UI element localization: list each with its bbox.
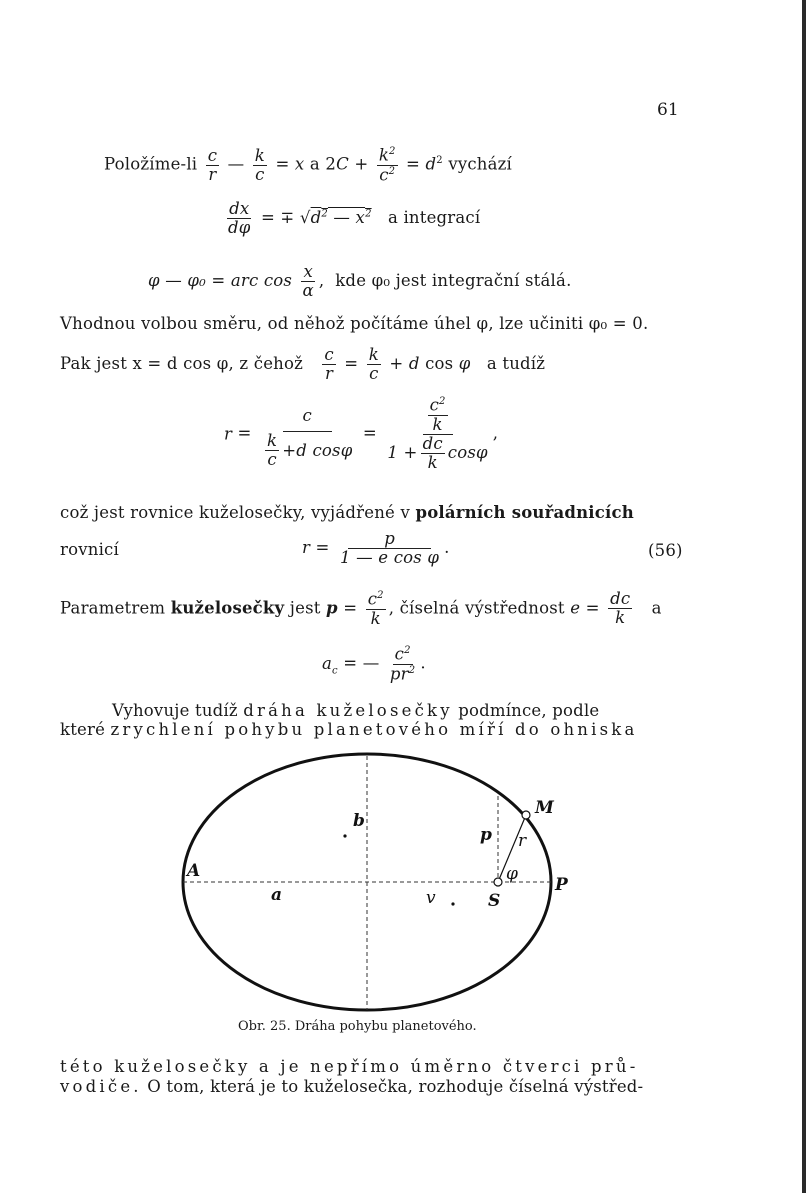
line-6-text: což jest rovnice kuželosečky, vyjádřené v: [60, 503, 410, 522]
label-b: b: [353, 811, 365, 831]
vodice-text: vodiče.: [60, 1077, 142, 1096]
label-r: r: [518, 831, 527, 851]
fraction-c2-pr2: $\frac{c^2}{pr^2}$: [389, 644, 416, 684]
label-v: v: [426, 888, 436, 908]
orbit-figure: [170, 748, 590, 1018]
vyhovuje-text: Vyhovuje tudíž: [112, 701, 238, 720]
label-P: P: [555, 875, 568, 895]
paragraph-line-1: [112, 701, 599, 720]
jest-word: jest: [289, 598, 321, 618]
label-p: p: [480, 825, 492, 845]
line-3: φ — φ₀ = arc cos $\frac{x}{\alpha}$ , kde φ₀ jest integrační stálá.: [148, 262, 572, 301]
fraction-dc-k: $\frac{dc}{k}$: [610, 589, 631, 628]
final-text: O tom, která je to kuželosečka, rozhoduje číselná výstřed-: [147, 1077, 644, 1096]
vychazi-word: vychází: [448, 154, 513, 174]
eccentricity-text: číselná výstřednost: [399, 598, 565, 618]
line-5-end: a tudíž: [486, 354, 546, 374]
fraction-k-c-2: $\frac{k}{c}$: [368, 345, 379, 384]
label-A: A: [187, 861, 201, 881]
fraction-c-r-2: $\frac{c}{r}$: [324, 345, 334, 384]
parametrem-word: Parametrem: [60, 598, 166, 618]
page-number: 61: [657, 100, 679, 120]
focus-point: [494, 878, 502, 886]
and-word-2: a: [651, 598, 662, 618]
intro-text: Položíme-li: [104, 154, 198, 174]
integration-text: a integrací: [387, 208, 481, 228]
v-dot: [451, 902, 454, 905]
and-word: a: [309, 154, 320, 174]
paragraph-line-4: [60, 1077, 643, 1096]
spaced-orbit-text: dráha kuželosečky: [243, 701, 453, 720]
figure-caption: Obr. 25. Dráha pohybu planetového.: [238, 1019, 477, 1034]
fraction-big-2: $\frac{c^2}{k}$ 1 + $\frac{dc}{k}$ cos φ: [387, 395, 488, 472]
line-5-start: Pak jest x = d cos φ, z čehož: [60, 354, 304, 374]
page-edge: [802, 0, 806, 1193]
line-2: $\frac{dx}{d\varphi}$ = ∓ $√d^2$ — $x^2$ a integrací: [228, 199, 481, 238]
center-dot: [343, 834, 346, 837]
label-a: a: [271, 885, 283, 905]
line-7: [60, 540, 119, 559]
constant-text: kde φ₀ jest integrační stálá.: [335, 271, 572, 291]
ktere-text: které: [60, 720, 106, 739]
kuzelosecky-bold: kuželosečky: [170, 598, 285, 618]
fraction-k-c: $\frac{k}{c}$: [254, 145, 265, 184]
line-8: Parametrem kuželosečky jest p = $\frac{c^2}{k}$ , číselná výstřednost e = $\frac{dc}{k}$ a: [60, 589, 662, 628]
rovnici-word: rovnicí: [60, 540, 119, 559]
polar-equation: r = c $\frac{k}{c}$ + d cos φ = $\frac{c^2}{k}$ 1 + $\frac{dc}{k}$ cos φ ,: [224, 395, 499, 472]
acceleration-equation: $a_c$ = — $\frac{c^2}{pr^2}$ .: [322, 644, 426, 684]
fraction-c-r: $\frac{c}{r}$: [207, 145, 218, 184]
paragraph-line-3: této kuželosečky a je nepřímo úměrno čtverci prů-: [60, 1057, 639, 1076]
line-5: Pak jest x = d cos φ, z čehož $\frac{c}{r}$ = $\frac{k}{c}$ + d cos φ a tudíž: [60, 345, 546, 384]
arccos-equation: φ — φ₀ = arc cos: [148, 271, 293, 291]
label-S: S: [488, 891, 501, 911]
label-phi: φ: [506, 864, 518, 884]
planet-point: [522, 811, 530, 819]
fraction-x-a: $\frac{x}{\alpha}$: [302, 262, 314, 301]
line-4: Vhodnou volbou směru, od něhož počítáme úhel φ, lze učiniti φ₀ = 0.: [60, 314, 649, 333]
polar-coordinates-bold: polárních souřadnicích: [415, 503, 634, 522]
fraction-dx-dphi: $\frac{dx}{d\varphi}$: [228, 199, 251, 238]
fraction-k2-c2: $\frac{k^2}{c^2}$: [378, 145, 396, 185]
fraction-big-1: c $\frac{k}{c}$ + d cos φ: [260, 399, 354, 469]
label-M: M: [535, 798, 554, 818]
fraction-c2-k: $\frac{c^2}{k}$: [367, 589, 384, 628]
paragraph-line-2: [60, 720, 638, 739]
fraction-p: $\frac{p}{\text{1 — e cos φ}}$: [340, 529, 440, 568]
conic-equation: r = $\frac{p}{\text{1 — e cos φ}}$ .: [302, 529, 450, 568]
equation-number: (56): [648, 541, 683, 560]
line-6: [60, 503, 634, 522]
line-1: Položíme-li $\frac{c}{r}$ — $\frac{k}{c}$ = x a 2C + $\frac{k^2}{c^2}$ = $d^2$ vychází: [104, 145, 513, 185]
spaced-acceleration-text: zrychlení pohybu planetového míří do ohniska: [110, 720, 638, 739]
podminece-text: podmínce, podle: [458, 701, 600, 720]
